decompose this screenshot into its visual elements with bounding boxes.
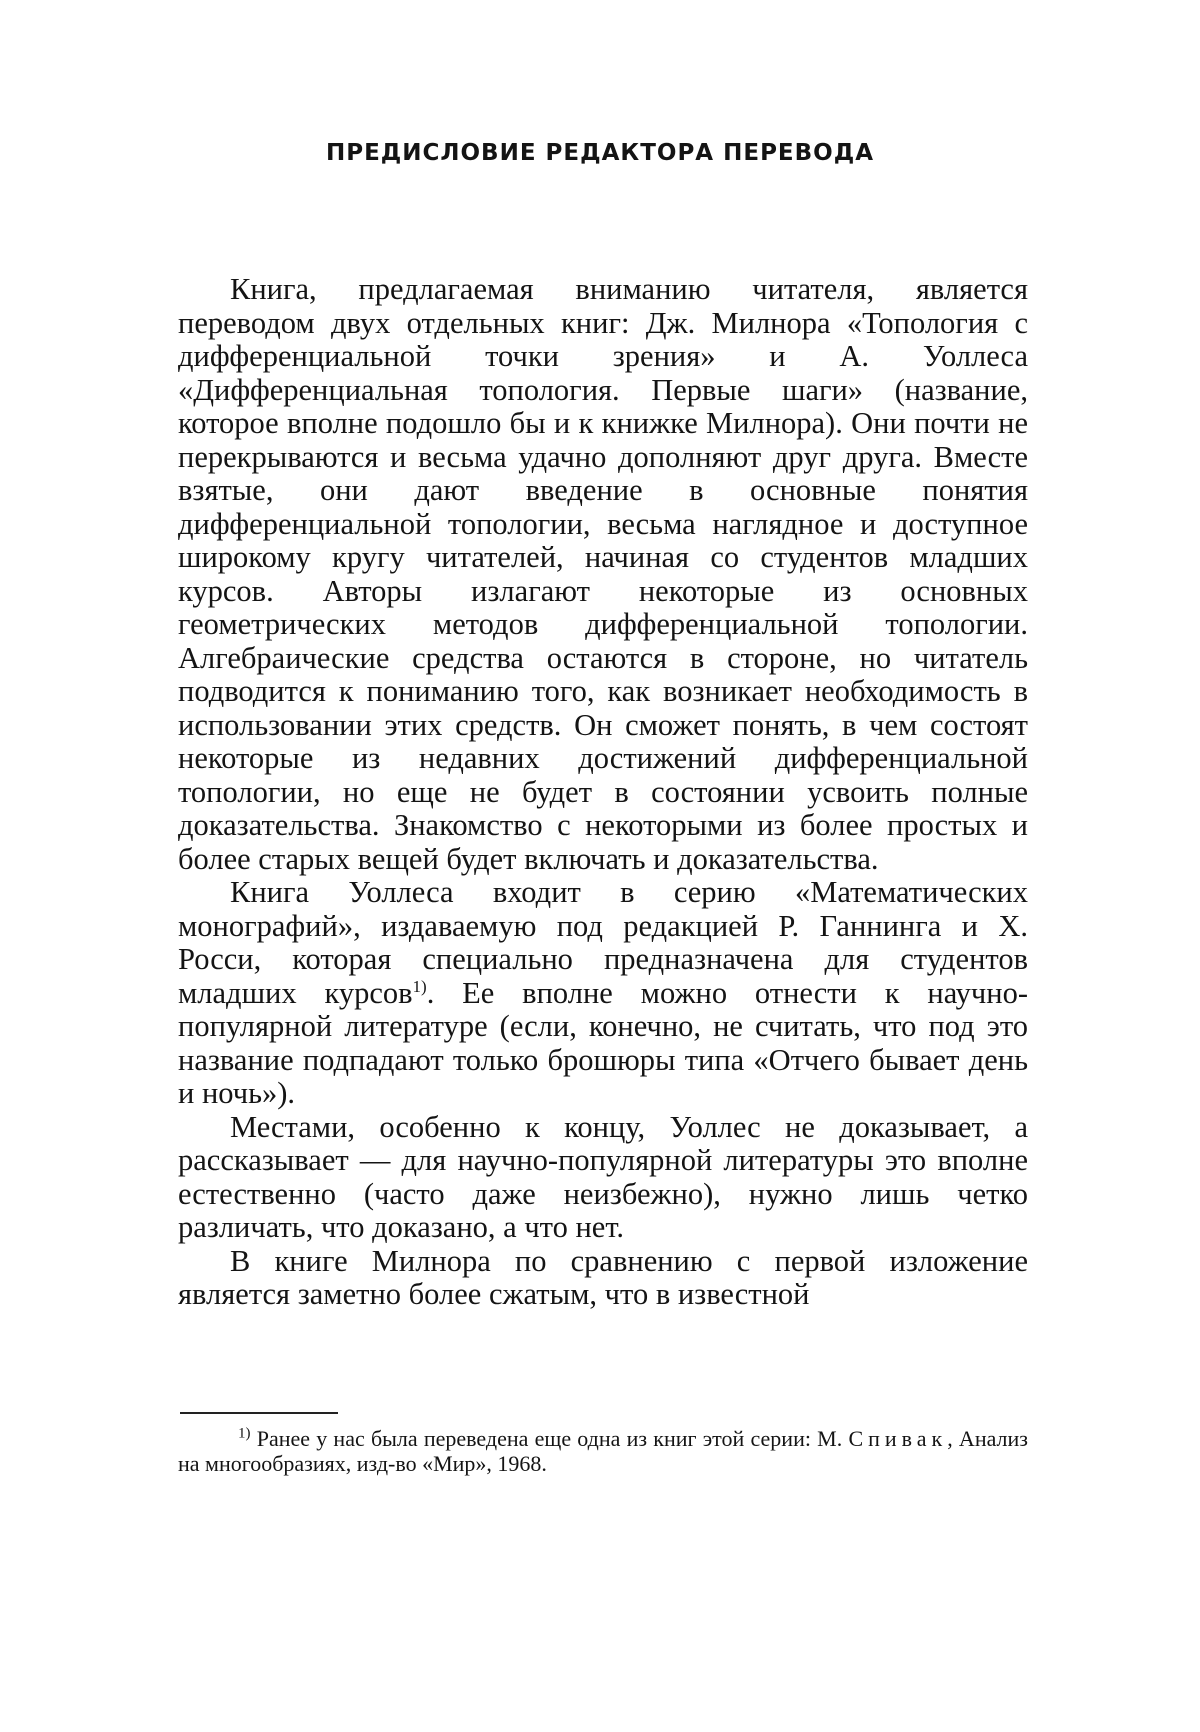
main-text <box>178 273 1028 1312</box>
footnote-text-before: Ранее у нас была переведена еще одна из книг этой серии: М. <box>250 1426 849 1451</box>
footnote-divider <box>180 1412 338 1414</box>
paragraph-2-text-before-ref: Книга Уоллеса входит в серию «Математических монографий», издаваемую под редакцией Р. Ганнинга и Х. Росси, которая специально предназначена для студентов младших курсов <box>178 875 1028 1010</box>
footnote-text-after: , Анализ на многообразиях, изд-во «Мир», 1968. <box>178 1426 1028 1476</box>
paragraph-2-text-after-ref: . Ее вполне можно отнести к научно-популярной литературе (если, конечно, не считать, что под это название подпадают только брошюры типа «Отчего бывает день и ночь»). <box>178 975 1028 1110</box>
paragraph-2 <box>178 876 1028 1111</box>
footnote-reference-mark: 1) <box>412 976 427 996</box>
page-heading: ПРЕДИСЛОВИЕ РЕДАКТОРА ПЕРЕВОДА <box>325 140 875 166</box>
footnote <box>178 1426 1028 1476</box>
paragraph-1: Книга, предлагаемая вниманию читателя, является переводом двух отдельных книг: Дж. Милнора «Топология с дифференциальной точки зрения» и А. Уоллеса «Дифференциальная топология. Первые шаги» (название, которое вполне подошло бы и к книжке Милнора). Они почти не перекрываются и весьма удачно дополняют друг друга. Вместе взятые, они дают введение в основные понятия дифференциальной топологии, весьма наглядное и доступное широкому кругу читателей, начиная со студентов младших курсов. Авторы излагают некоторые из основных геометрических методов дифференциальной топологии. Алгебраические средства остаются в стороне, но читатель подводится к пониманию того, как возникает необходимость в использовании этих средств. Он сможет понять, в чем состоят некоторые из недавних достижений дифференциальной топологии, но еще не будет в состоянии усвоить полные доказательства. Знакомство с некоторыми из более простых и более старых вещей будет включать и доказательства. <box>178 272 1028 876</box>
footnote-mark: 1) <box>238 1425 251 1442</box>
paragraph-3: Местами, особенно к концу, Уоллес не доказывает, а рассказывает — для научно-популярной литературы это вполне естественно (часто даже неизбежно), нужно лишь четко различать, что доказано, а что нет. <box>178 1109 1028 1244</box>
footnote-author: Спивак <box>848 1426 948 1451</box>
paragraph-4: В книге Милнора по сравнению с первой изложение является заметно более сжатым, что в известной <box>178 1243 1028 1311</box>
